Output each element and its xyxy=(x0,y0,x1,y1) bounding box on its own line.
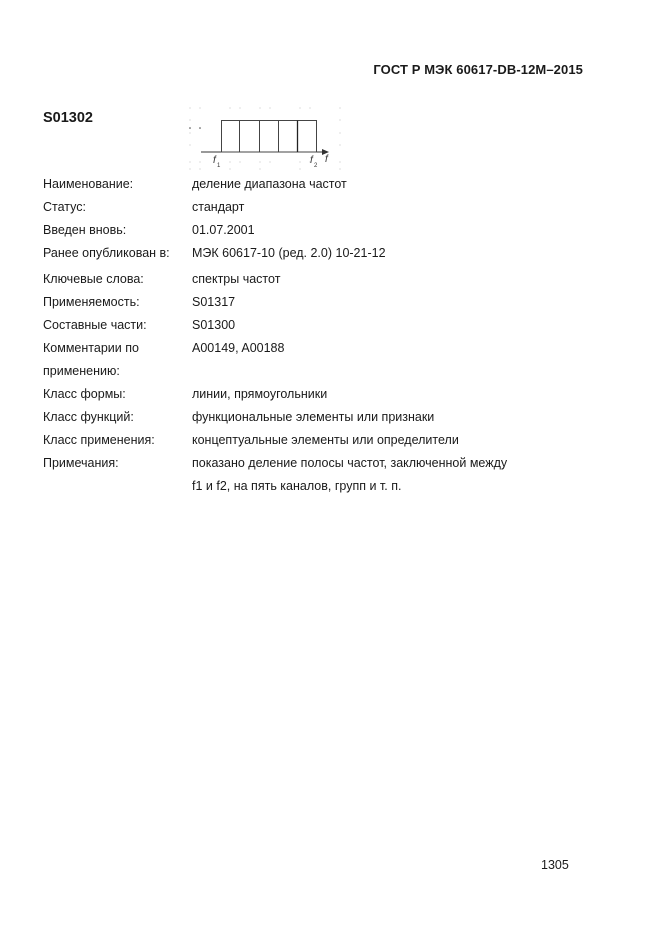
svg-text:1: 1 xyxy=(217,163,221,169)
field-value: линии, прямоугольники xyxy=(192,387,328,401)
field-value: 01.07.2001 xyxy=(192,223,255,237)
field-keywords xyxy=(43,268,563,291)
field-previously-published xyxy=(43,242,563,265)
field-value: стандарт xyxy=(192,200,245,214)
field-label: Класс формы: xyxy=(43,387,126,401)
field-application-comments xyxy=(43,337,563,360)
field-value xyxy=(192,360,563,383)
symbol-properties xyxy=(43,173,563,498)
field-label: Статус: xyxy=(43,200,86,214)
field-label: Применяемость: xyxy=(43,295,140,309)
field-label: применению: xyxy=(43,364,120,378)
field-notes-cont xyxy=(43,475,563,498)
field-label: Составные части: xyxy=(43,318,147,332)
field-label: Комментарии по xyxy=(43,341,139,355)
field-application-comments-cont xyxy=(43,360,563,383)
field-label: Класс функций: xyxy=(43,410,134,424)
f-axis-label: f xyxy=(325,154,328,165)
field-shape-class xyxy=(43,383,563,406)
field-label: Класс применения: xyxy=(43,433,155,447)
svg-text:2: 2 xyxy=(314,163,318,169)
field-label: Ключевые слова: xyxy=(43,272,144,286)
field-application-class xyxy=(43,429,563,452)
field-value: функциональные элементы или признаки xyxy=(192,410,435,424)
field-name xyxy=(43,173,563,196)
field-components xyxy=(43,314,563,337)
field-value: концептуальные элементы или определители xyxy=(192,433,459,447)
symbol-code: S01302 xyxy=(43,110,93,126)
symbol-diagram xyxy=(186,105,346,171)
field-status xyxy=(43,196,563,219)
field-value: спектры частот xyxy=(192,272,281,286)
page-number: 1305 xyxy=(541,858,569,872)
standard-designation: ГОСТ Р МЭК 60617-DB-12M–2015 xyxy=(373,62,583,77)
field-label: Введен вновь: xyxy=(43,223,127,237)
field-value: f1 и f2, на пять каналов, групп и т. п. xyxy=(192,479,402,493)
field-value: МЭК 60617-10 (ред. 2.0) 10-21-12 xyxy=(192,246,386,260)
field-value: S01300 xyxy=(192,318,236,332)
field-label: Наименование: xyxy=(43,177,134,191)
field-value: деление диапазона частот xyxy=(192,177,347,191)
frequency-band-division-icon xyxy=(186,105,346,171)
field-introduced xyxy=(43,219,563,242)
field-value: показано деление полосы частот, заключенной между xyxy=(192,456,508,470)
field-function-class xyxy=(43,406,563,429)
f1-label: f xyxy=(213,155,216,166)
field-notes xyxy=(43,452,563,475)
field-label: Ранее опубликован в: xyxy=(43,246,170,260)
field-value: S01317 xyxy=(192,295,236,309)
f2-label: f xyxy=(310,155,313,166)
field-label: Примечания: xyxy=(43,456,119,470)
field-label xyxy=(43,475,192,498)
field-value: A00149, A00188 xyxy=(192,341,285,355)
field-applicability xyxy=(43,291,563,314)
